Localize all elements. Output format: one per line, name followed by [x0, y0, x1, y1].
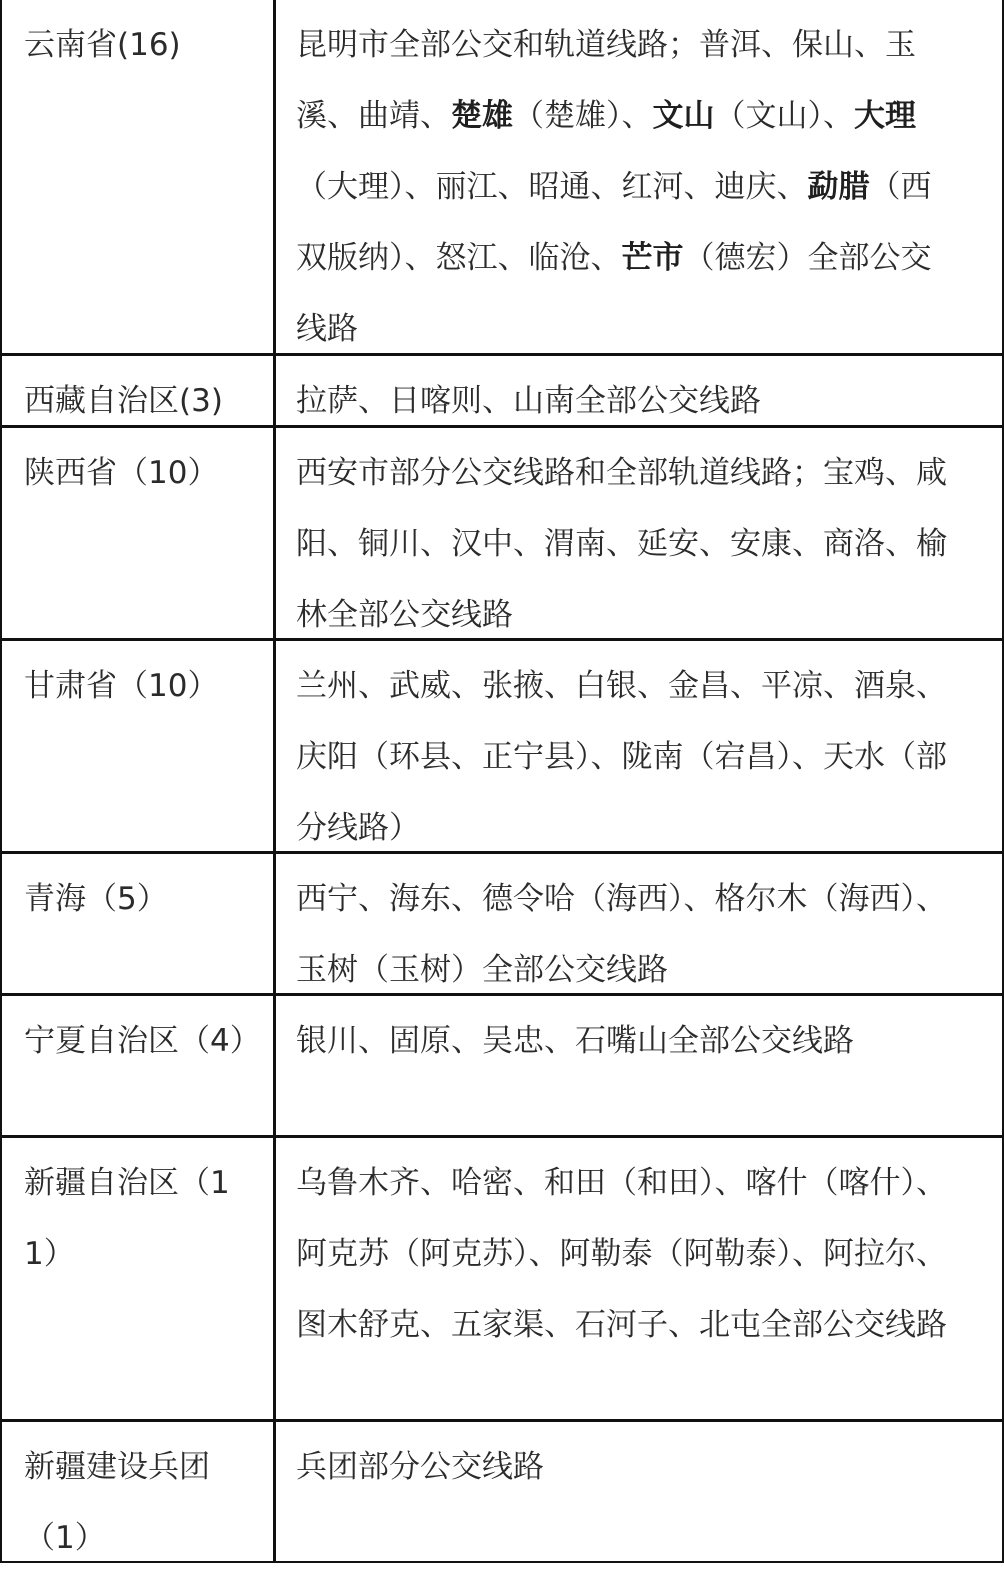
coverage-cell: 银川、固原、吴忠、石嘴山全部公交线路 — [296, 1023, 854, 1059]
region-cell: 新疆自治区（11） — [2, 1138, 276, 1419]
table-row-qinghai — [2, 851, 1002, 993]
table-row-yunnan — [2, 0, 1002, 353]
table-row-xinjiang-corps — [2, 1419, 1002, 1563]
coverage-cell: 昆明市全部公交和轨道线路；普洱、保山、玉溪、曲靖、楚雄（楚雄）、文山（文山）、大理（大理）、丽江、昭通、红河、迪庆、勐腊（西双版纳）、怒江、临沧、芒市（德宏）全部公交线路 — [296, 27, 932, 347]
coverage-cell: 乌鲁木齐、哈密、和田（和田）、喀什（喀什）、阿克苏（阿克苏）、阿勒泰（阿勒泰）、阿拉尔、图木舒克、五家渠、石河子、北屯全部公交线路 — [296, 1165, 947, 1343]
region-cell: 甘肃省（10） — [2, 641, 276, 851]
region-cell: 新疆建设兵团（1） — [2, 1422, 276, 1563]
region-cell: 青海（5） — [2, 854, 276, 993]
coverage-cell: 拉萨、日喀则、山南全部公交线路 — [296, 383, 761, 419]
region-cell: 云南省(16) — [2, 0, 276, 353]
table-row-xinjiang — [2, 1135, 1002, 1419]
coverage-cell: 西安市部分公交线路和全部轨道线路；宝鸡、咸阳、铜川、汉中、渭南、延安、安康、商洛、榆林全部公交线路 — [296, 455, 947, 633]
table-row-ningxia — [2, 993, 1002, 1135]
table-row-tibet — [2, 353, 1002, 425]
table-row-gansu — [2, 638, 1002, 851]
coverage-cell: 兵团部分公交线路 — [296, 1449, 544, 1485]
region-cell: 宁夏自治区（4） — [2, 996, 276, 1135]
coverage-cell: 兰州、武威、张掖、白银、金昌、平凉、酒泉、庆阳（环县、正宁县）、陇南（宕昌）、天水（部分线路） — [296, 668, 947, 846]
region-cell: 陕西省（10） — [2, 428, 276, 638]
coverage-cell: 西宁、海东、德令哈（海西）、格尔木（海西）、玉树（玉树）全部公交线路 — [296, 881, 947, 988]
table-row-shaanxi — [2, 425, 1002, 638]
region-cell: 西藏自治区(3) — [2, 356, 276, 425]
